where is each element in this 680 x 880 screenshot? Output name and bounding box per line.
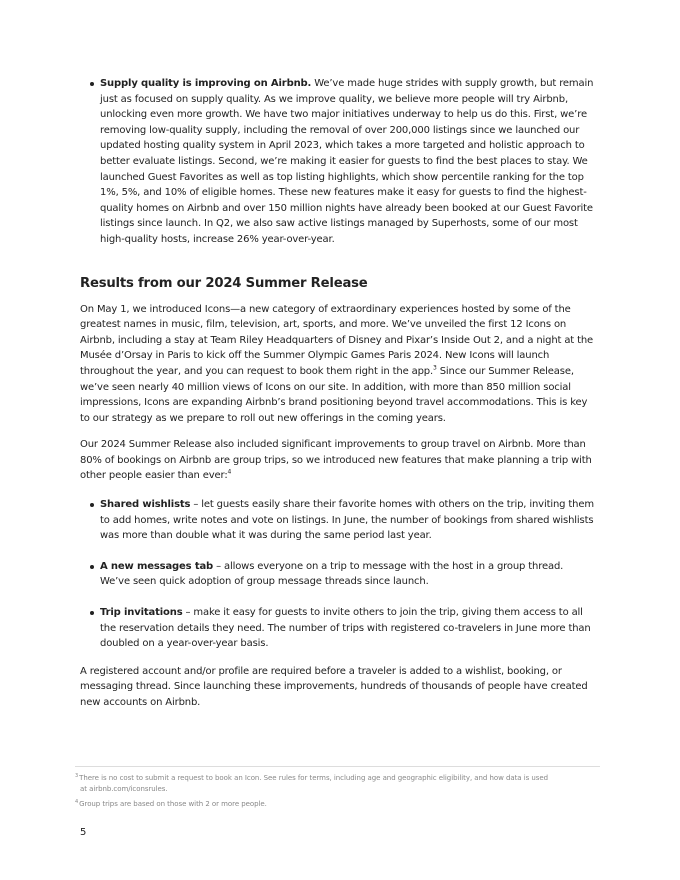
footnote-number: 3: [75, 772, 79, 779]
registered-account-paragraph: A registered account and/or profile are required before a traveler is added to a wishlist, booking, or messaging thread. Since launching these improvements, hundreds of thousands of people have created new accounts on Airbnb.: [80, 665, 588, 708]
footnote-divider: [75, 766, 600, 767]
feature-lead: Trip invitations: [100, 607, 183, 619]
icons-paragraph-part2: Since our Summer Release, we’ve seen nearly 40 million views of Icons on our site. In addition, with more than 850 million social impressions, Icons are expanding Airbnb’s brand positioning beyond travel accommodations. This is key to our strategy as we prepare to roll out new offerings in the coming years.: [80, 365, 588, 424]
bullet-lead: Supply quality is improving on Airbnb.: [100, 78, 312, 89]
footnotes: [75, 773, 595, 815]
icons-paragraph-part1: On May 1, we introduced Icons—a new category of extraordinary experiences hosted by some of the greatest names in music, film, television, art, sports, and more. We’ve unveiled the first 12 Icons on Airbnb, including a stay at Team Riley Headquarters of Disney and Pixar’s Inside Out 2, and a night at the Musée d’Orsay in Paris to kick off the Summer Olympic Games Paris 2024. New Icons will launch throughout the year, and you can request to book them right in the app.: [80, 303, 594, 377]
footnote-ref-4[interactable]: 4: [227, 469, 232, 477]
intro-bullet-list: [80, 76, 595, 248]
bullet-text: We’ve made huge strides with supply growth, but remain just as focused on supply quality. As we improve quality, we believe more people will try Airbnb, unlocking even more growth. We have two major initiatives underway to help us do this. First, we’re removing low-quality supply, including the removal of over 200,000 listings since we launched our updated hosting quality system in April 2023, which takes a more targeted and holistic approach to better evaluate listings. Second, we’re making it easier for guests to find the best places to stay. We launched Guest Favorites as well as top listing highlights, which show percentile ranking for the top 1%, 5%, and 10% of eligible homes. These new features make it easy for guests to find the highest-quality homes on Airbnb and over 150 million nights have already been booked at our Guest Favorite listings since launch. In Q2, we also saw active listings managed by Superhosts, some of our most high-quality hosts, increase 26% year-over-year.: [100, 78, 594, 245]
page-content: [80, 76, 595, 711]
footnote-text-continued: at airbnb.com/iconsrules.: [80, 784, 168, 793]
feature-item-shared-wishlists: [80, 497, 595, 544]
feature-lead: Shared wishlists: [100, 499, 191, 511]
footnote-4: [75, 799, 595, 810]
feature-lead: A new messages tab: [100, 560, 214, 572]
feature-item-trip-invitations: [80, 605, 595, 652]
group-features-list: [80, 497, 595, 652]
supply-quality-bullet: [80, 76, 595, 248]
footnote-text: There is no cost to submit a request to book an Icon. See rules for terms, including age and geographic eligibility, and how data is used: [79, 774, 549, 782]
section-heading: Results from our 2024 Summer Release: [80, 275, 368, 291]
feature-text: – allows everyone on a trip to message with the host in a group thread. We’ve seen quick adoption of group message threads since launch.: [100, 560, 564, 588]
footnote-3: [75, 773, 595, 794]
group-travel-text: Our 2024 Summer Release also included significant improvements to group travel on Airbnb. More than 80% of bookings on Airbnb are group trips, so we introduced new features that make planning a trip with other people easier than ever:: [80, 439, 592, 482]
group-travel-paragraph: [80, 437, 595, 484]
footnote-text: Group trips are based on those with 2 or more people.: [79, 800, 267, 808]
footnote-number: 4: [75, 798, 79, 805]
feature-item-messages-tab: [80, 559, 595, 590]
feature-text: – make it easy for guests to invite others to join the trip, giving them access to all the reservation details they need. The number of trips with registered co-travelers in June more than doubled on a year-over-year basis.: [100, 607, 591, 650]
feature-text: – let guests easily share their favorite homes with others on the trip, inviting them to add homes, write notes and vote on listings. In June, the number of bookings from shared wishlists was more than double what it was during the same period last year.: [100, 499, 594, 542]
page-number: 5: [80, 827, 87, 838]
icons-paragraph: [80, 302, 595, 427]
footnote-ref-3[interactable]: 3: [433, 364, 437, 372]
